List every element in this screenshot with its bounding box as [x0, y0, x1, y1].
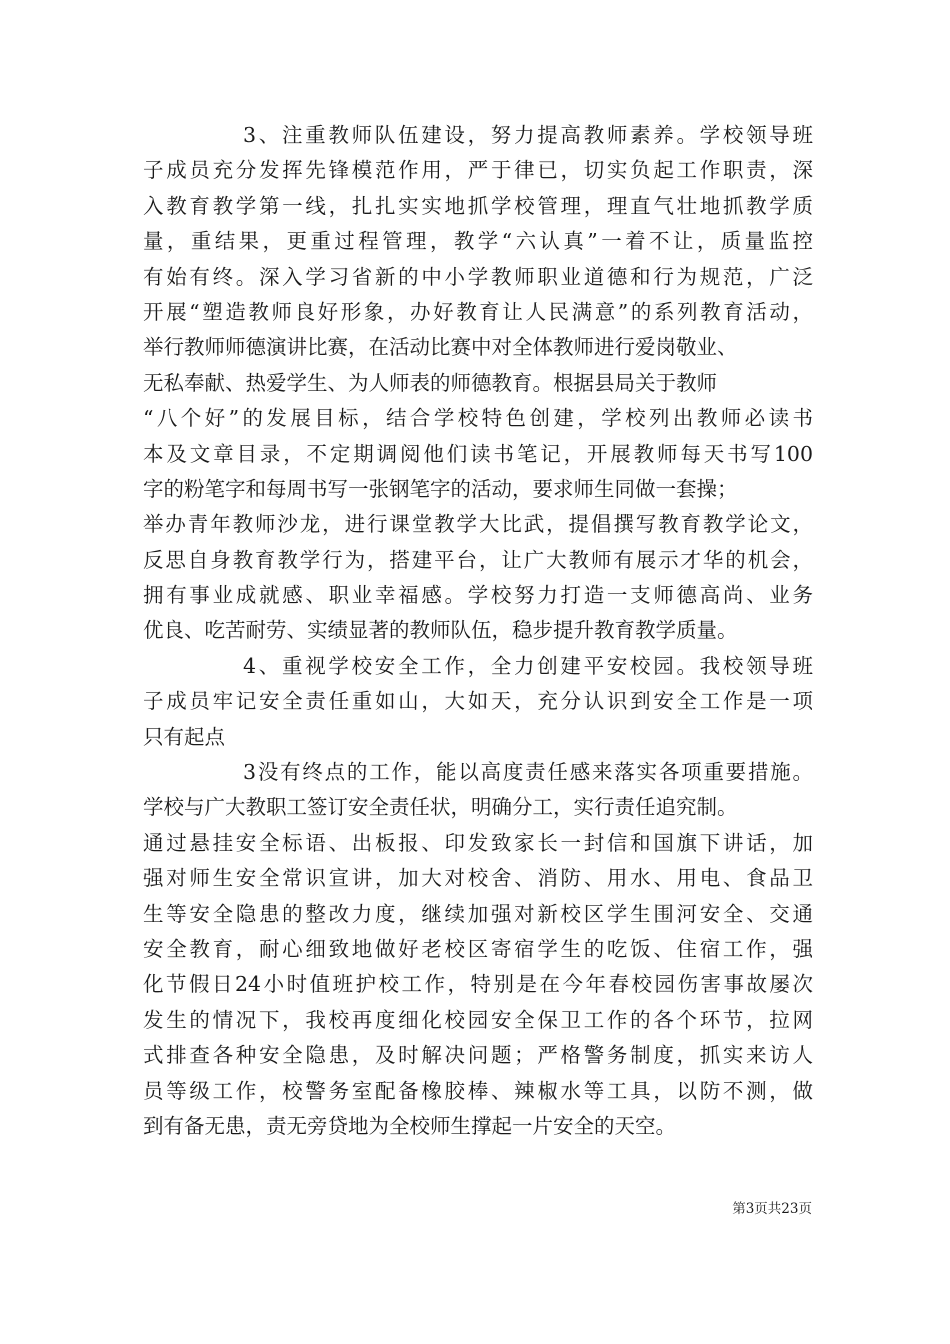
paragraph-3-line-10: 员等级工作，校警务室配备橡胶棒、辣椒水等工具，以防不测，做 — [143, 1078, 813, 1103]
paragraph-1-line-6: 开展“塑造教师良好形象，办好教育让人民满意”的系列教育活动， — [143, 299, 813, 324]
paragraph-3-line-4: 强对师生安全常识宣讲，加大对校舍、消防、用水、用电、食品卫 — [143, 866, 813, 891]
paragraph-1-line-15: 优良、吃苦耐劳、实绩显著的教师队伍，稳步提升教育教学质量。 — [143, 618, 738, 643]
paragraph-1-line-10: 本及文章目录，不定期调阅他们读书笔记，开展教师每天书写100 — [143, 441, 813, 466]
paragraph-3-line-2: 学校与广大教职工签订安全责任状，明确分工，实行责任追究制。 — [143, 795, 738, 820]
paragraph-3-line-7: 化节假日24小时值班护校工作，特别是在今年春校园伤害事故屡次 — [143, 972, 813, 997]
page-number-footer: 第3页共23页 — [732, 1201, 812, 1217]
paragraph-1-line-13: 反思自身教育教学行为，搭建平台，让广大教师有展示才华的机会， — [143, 547, 813, 572]
paragraph-1-line-1: 3、注重教师队伍建设，努力提高教师素养。学校领导班 — [243, 123, 813, 147]
paragraph-3-line-3: 通过悬挂安全标语、出板报、印发致家长一封信和国旗下讲话，加 — [143, 830, 813, 855]
paragraph-3-line-5: 生等安全隐患的整改力度，继续加强对新校区学生围河安全、交通 — [143, 901, 813, 926]
paragraph-1-line-3: 入教育教学第一线，扎扎实实地抓学校管理，理直气壮地抓教学质 — [143, 193, 813, 218]
paragraph-1-line-7: 举行教师师德演讲比赛，在活动比赛中对全体教师进行爱岗敬业、 — [143, 335, 738, 360]
paragraph-3-line-11: 到有备无患，责无旁贷地为全校师生撑起一片安全的天空。 — [143, 1113, 676, 1138]
paragraph-3-line-9: 式排查各种安全隐患，及时解决问题；严格警务制度，抓实来访人 — [143, 1043, 813, 1068]
paragraph-1-line-2: 子成员充分发挥先锋模范作用，严于律已，切实负起工作职责，深 — [143, 158, 813, 183]
paragraph-1-line-14: 拥有事业成就感、职业幸福感。学校努力打造一支师德高尚、业务 — [143, 583, 813, 608]
paragraph-3-line-8: 发生的情况下，我校再度细化校园安全保卫工作的各个环节，拉网 — [143, 1007, 813, 1032]
paragraph-3-line-6: 安全教育，耐心细致地做好老校区寄宿学生的吃饭、住宿工作，强 — [143, 936, 813, 961]
paragraph-3-line-1: 3没有终点的工作，能以高度责任感来落实各项重要措施。 — [243, 760, 813, 785]
paragraph-1-line-11: 字的粉笔字和每周书写一张钢笔字的活动，要求师生同做一套操； — [143, 476, 738, 501]
paragraph-2-line-1: 4、重视学校安全工作，全力创建平安校园。我校领导班 — [243, 653, 813, 678]
paragraph-2-line-3: 只有起点 — [143, 724, 225, 749]
paragraph-1-line-5: 有始有终。深入学习省新的中小学教师职业道德和行为规范，广泛 — [143, 264, 813, 289]
paragraph-1-line-9: “八个好”的发展目标，结合学校特色创建，学校列出教师必读书 — [143, 406, 813, 431]
paragraph-2-line-2: 子成员牢记安全责任重如山，大如天，充分认识到安全工作是一项 — [143, 689, 813, 714]
paragraph-1-line-4: 量，重结果，更重过程管理，教学“六认真”一着不让，质量监控 — [143, 229, 813, 254]
paragraph-1-line-12: 举办青年教师沙龙，进行课堂教学大比武，提倡撰写教育教学论文， — [143, 512, 813, 537]
paragraph-1-line-8: 无私奉献、热爱学生、为人师表的师德教育。根据县局关于教师 — [143, 370, 717, 395]
body-text — [143, 118, 813, 1144]
